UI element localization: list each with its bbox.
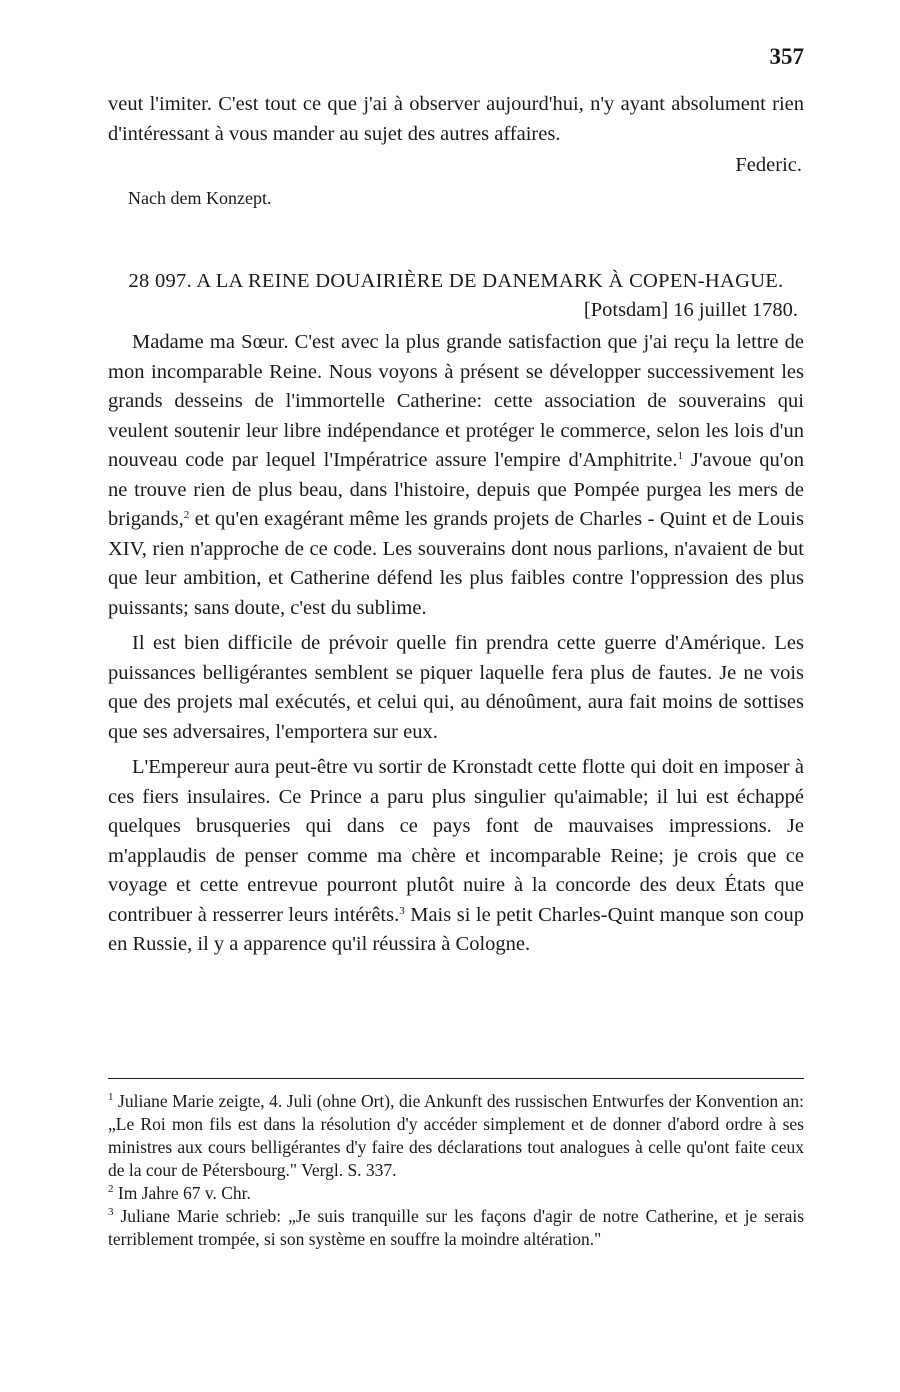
footnotes [108, 1090, 804, 1251]
letter-paragraph-3 [108, 753, 804, 960]
continuation-paragraph: veut l'imiter. C'est tout ce que j'ai à observer aujourd'hui, n'y ayant absolument rien d'intéressant à vous mander au sujet des autres affaires. [108, 93, 804, 145]
source-note: Nach dem Konzept. [128, 187, 272, 208]
footnote-2-text: Im Jahre 67 v. Chr. [117, 1183, 251, 1203]
footnote-marker-1: 1 [677, 450, 684, 462]
letter-paragraph-2: Il est bien difficile de prévoir quelle fin prendra cette guerre d'Amérique. Les puissances belligérantes semblent se piquer laquelle fera plus de fautes. Je ne vois que des projets mal exécutés, et celui qui, au dénoûment, aura fait moins de sottises que ses adversaires, l'emportera sur eux. [108, 632, 804, 743]
previous-letter-ending [108, 90, 804, 211]
letter-paragraph-1-part-b: J'avoue qu'on ne trouve rien de plus beau, dans l'histoire, depuis que Pompée purgea les mers de brigands, [108, 449, 804, 530]
footnote-3 [108, 1205, 804, 1251]
letter-heading: 28 097. A LA REINE DOUAIRIÈRE DE DANEMARK À COPEN-HAGUE. [128, 270, 784, 292]
footnote-1-text: Juliane Marie zeigte, 4. Juli (ohne Ort), die Ankunft des russischen Entwurfes der Konvention an: „Le Roi mon fils est dans la résolution d'y accéder simplement et de donner d'abord ordre à ses ministres aux cours belligérantes d'y faire des déclarations tout analogues à celle qu'ont faite ceux de la cour de Pétersbourg." Vergl. S. 337. [108, 1091, 804, 1180]
signature: Federic. [735, 154, 802, 176]
page-number: 357 [769, 44, 804, 69]
footnote-3-text: Juliane Marie schrieb: „Je suis tranquille sur les façons d'agir de notre Catherine, et je serais terriblement trompée, si son système en souffre la moindre altération." [108, 1206, 805, 1249]
footnote-1 [108, 1090, 804, 1182]
footnote-2 [108, 1182, 804, 1205]
footnote-3-mark: 3 [108, 1206, 114, 1218]
footnote-marker-3: 3 [399, 904, 405, 917]
letter-paragraph-1 [108, 328, 804, 623]
footnote-2-mark: 2 [108, 1183, 114, 1195]
footnote-1-mark: 1 [108, 1091, 114, 1103]
letter-paragraph-3-part-b: Mais si le petit Charles-Quint manque son coup en Russie, il y a apparence qu'il réussira à Cologne. [108, 903, 804, 955]
footnote-marker-2: 2 [183, 509, 190, 521]
letter-paragraph-1-part-a: Madame ma Sœur. C'est avec la plus grande satisfaction que j'ai reçu la lettre de mon incomparable Reine. Nous voyons à présent se développer successivement les grands desseins de l'immortelle Catherine: cette association de souverains qui veulent soutenir leur libre indépendance et protéger le commerce, selon les lois d'un nouveau code par lequel l'Impératrice assure l'empire d'Amphitrite. [108, 331, 804, 471]
letter-paragraph-3-part-a: L'Empereur aura peut-être vu sortir de Kronstadt cette flotte qui doit en imposer à ces fiers insulaires. Ce Prince a paru plus singulier qu'aimable; il lui est échappé quelques brusqueries qui dans ce pays font de mauvaises impressions. Je m'applaudis de penser comme ma chère et incomparable Reine; je crois que ce voyage et cette entrevue pourront plutôt nuire à la concorde des deux États que contribuer à resserrer leurs intérêts. [108, 756, 804, 926]
footnote-rule [108, 1078, 804, 1079]
letter-paragraph-1-part-c: et qu'en exagérant même les grands projets de Charles - Quint et de Louis XIV, rien n'approche de ce code. Les souverains dont nous parlions, n'avaient de but que leur ambition, et Catherine défend les plus faibles contre l'oppression des plus puissants; sans doute, c'est du sublime. [108, 508, 804, 619]
letter-28097 [108, 268, 804, 960]
letter-dateline: [Potsdam] 16 juillet 1780. [583, 299, 798, 321]
